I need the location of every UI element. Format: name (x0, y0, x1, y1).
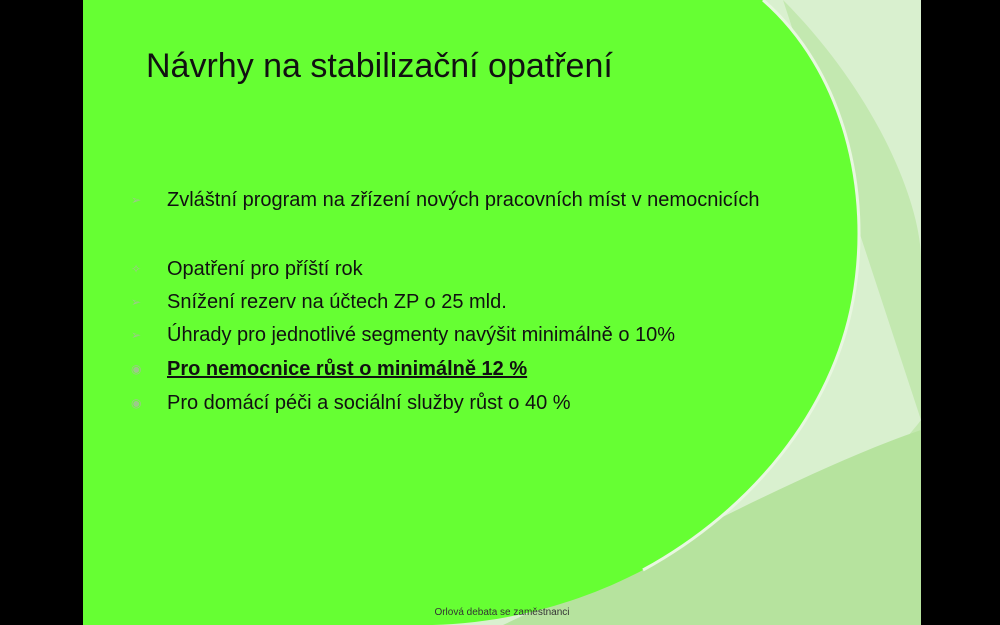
bullet-text: Snížení rezerv na účtech ZP o 25 mld. (167, 291, 507, 313)
bullet-text: Opatření pro příští rok (167, 258, 363, 280)
bullet-item (131, 389, 571, 417)
bullet-text-emphasized: Pro nemocnice růst o minimálně 12 % (167, 358, 528, 380)
bullet-text: Úhrady pro jednotlivé segmenty navýšit minimálně o 10% (167, 324, 676, 346)
arrowhead-bullet-icon: ➢ (131, 193, 142, 207)
bullet-text: Pro domácí péči a sociální služby růst o 40 % (167, 392, 571, 414)
presentation-slide (83, 0, 921, 625)
arrowhead-bullet-icon: ➢ (131, 328, 142, 342)
bullet-item (131, 255, 363, 283)
slide-footer: Orlová debata se zaměstnanci (434, 607, 570, 618)
arrowhead-bullet-icon: ➢ (131, 295, 142, 309)
bullet-item (131, 186, 759, 214)
circle-dot-bullet-icon: ◉ (131, 362, 142, 376)
four-point-star-bullet-icon: ✧ (131, 262, 142, 276)
bullet-text: Zvláštní program na zřízení nových pracovních míst v nemocnicích (167, 189, 760, 211)
bullet-item (131, 321, 675, 349)
bullet-item-emphasized (131, 355, 527, 383)
slide-title: Návrhy na stabilizační opatření (146, 47, 613, 85)
circle-dot-bullet-icon: ◉ (131, 396, 142, 410)
bullet-item (131, 288, 507, 316)
